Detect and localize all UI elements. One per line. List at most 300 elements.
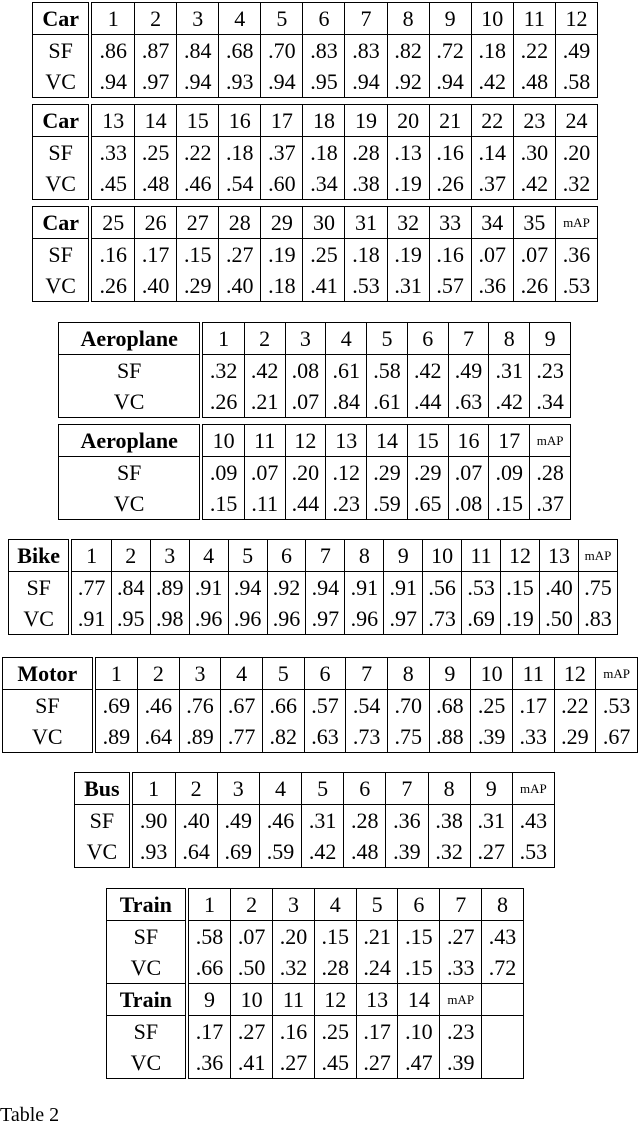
table-cell: .40 [135, 270, 177, 302]
table-cell: .31 [489, 355, 530, 387]
table-cell: .57 [429, 270, 471, 302]
column-header: 15 [177, 105, 219, 137]
table-cell: .19 [387, 168, 429, 200]
table-cell: .31 [470, 805, 512, 837]
column-header: 9 [470, 773, 512, 805]
header-row [33, 105, 598, 137]
map-header: mAP [512, 773, 554, 805]
table-cell: .15 [177, 239, 219, 271]
table-cell: .28 [314, 952, 356, 984]
column-header: 1 [201, 323, 244, 355]
column-header: 2 [231, 889, 273, 921]
table-cell: .94 [228, 572, 267, 604]
table-cell: .42 [513, 168, 555, 200]
table-cell: .89 [94, 721, 138, 753]
table-cell: .66 [187, 952, 231, 984]
table-cell: .08 [448, 488, 489, 520]
table-cell: .48 [135, 168, 177, 200]
table-cell: .28 [530, 457, 571, 489]
table-cell [482, 1047, 524, 1079]
column-header: 13 [356, 984, 398, 1016]
table-cell: .67 [596, 721, 638, 753]
table-cell: .43 [482, 921, 524, 953]
table-row [3, 721, 638, 753]
table-row [9, 572, 618, 604]
column-header: 7 [440, 889, 482, 921]
header-row [33, 3, 598, 35]
table-cell: .69 [462, 603, 501, 635]
table-cell: .90 [131, 805, 175, 837]
table-cell: .41 [231, 1047, 273, 1079]
table-cell: .91 [384, 572, 423, 604]
table-cell: .46 [259, 805, 301, 837]
bike-table [8, 539, 618, 635]
table-cell: .39 [386, 836, 428, 868]
table-cell: .29 [177, 270, 219, 302]
column-header: 11 [244, 425, 285, 457]
table-cell: .32 [428, 836, 470, 868]
table-cell: .07 [285, 386, 326, 418]
table-cell: .29 [554, 721, 596, 753]
column-header: 3 [179, 658, 221, 690]
table-cell: .53 [462, 572, 501, 604]
table-cell [482, 1016, 524, 1048]
row-label: VC [45, 68, 76, 94]
column-header: 13 [326, 425, 367, 457]
column-header: 5 [261, 3, 303, 35]
table-cell: .32 [201, 355, 244, 387]
train-table-block [106, 888, 524, 1079]
table-cell: .18 [261, 270, 303, 302]
header-row [107, 889, 524, 921]
column-header: 14 [135, 105, 177, 137]
category-label: Bike [9, 540, 71, 572]
table-cell: .40 [219, 270, 261, 302]
column-header: 10 [201, 425, 244, 457]
table-cell: .15 [501, 572, 540, 604]
map-header: mAP [578, 540, 617, 572]
table-cell: .19 [501, 603, 540, 635]
table-cell: .96 [267, 603, 306, 635]
column-header: 11 [462, 540, 501, 572]
table-cell: .69 [217, 836, 259, 868]
row-label: SF [35, 692, 60, 718]
table-cell: .38 [345, 168, 387, 200]
table-row [107, 952, 524, 984]
table-cell: .24 [356, 952, 398, 984]
table-cell: .41 [303, 270, 345, 302]
table-cell: .59 [259, 836, 301, 868]
table-cell: .40 [539, 572, 578, 604]
table-cell: .83 [578, 603, 617, 635]
column-header: 6 [344, 773, 386, 805]
table-row [9, 603, 618, 635]
table-cell: .96 [189, 603, 228, 635]
car-table-block [32, 2, 598, 98]
table-cell: .45 [90, 168, 134, 200]
column-header: 20 [387, 105, 429, 137]
table-cell: .21 [244, 386, 285, 418]
column-header: 9 [530, 323, 571, 355]
column-header: 9 [187, 984, 231, 1016]
table-cell: .60 [261, 168, 303, 200]
table-cell: .25 [314, 1016, 356, 1048]
table-cell: .31 [302, 805, 344, 837]
motor-table [2, 657, 638, 753]
column-header: 27 [177, 207, 219, 239]
category-label: Train [107, 984, 187, 1016]
column-header: 1 [90, 3, 134, 35]
table-cell: .44 [285, 488, 326, 520]
column-header: 16 [219, 105, 261, 137]
table-cell: .91 [189, 572, 228, 604]
column-header: 13 [90, 105, 134, 137]
table-cell: .25 [471, 690, 513, 722]
column-header: 33 [429, 207, 471, 239]
column-header: 6 [303, 3, 345, 35]
table-cell: .58 [187, 921, 231, 953]
table-cell: .84 [111, 572, 150, 604]
table-cell: .61 [367, 386, 408, 418]
table-cell: .17 [356, 1016, 398, 1048]
map-header: mAP [530, 425, 571, 457]
column-header: 21 [429, 105, 471, 137]
table-cell: .68 [219, 35, 261, 67]
aeroplane-table-part-1 [58, 322, 571, 418]
table-cell: .39 [471, 721, 513, 753]
column-header: 3 [150, 540, 189, 572]
column-header: 30 [303, 207, 345, 239]
header-row [9, 540, 618, 572]
table-cell: .27 [356, 1047, 398, 1079]
car-table-part-2 [32, 104, 598, 200]
table-cell: .29 [407, 457, 448, 489]
table-cell: .14 [471, 137, 513, 169]
column-header: 6 [407, 323, 448, 355]
row-label: VC [113, 388, 145, 414]
table-cell: .16 [429, 137, 471, 169]
column-header: 11 [513, 3, 555, 35]
table-cell: .68 [429, 690, 471, 722]
column-header: 9 [384, 540, 423, 572]
table-cell: .44 [407, 386, 448, 418]
table-cell: .50 [231, 952, 273, 984]
table-cell: .94 [306, 572, 345, 604]
table-cell: .64 [175, 836, 217, 868]
map-header: mAP [555, 207, 597, 239]
table-cell: .93 [219, 66, 261, 98]
column-header: 12 [555, 3, 597, 35]
column-header: 1 [94, 658, 138, 690]
category-label: Train [107, 889, 187, 921]
column-header: 7 [306, 540, 345, 572]
column-header: 16 [448, 425, 489, 457]
table-row [107, 1016, 524, 1048]
column-header: 35 [513, 207, 555, 239]
table-cell: .63 [304, 721, 346, 753]
table-cell: .29 [367, 457, 408, 489]
table-cell: .94 [90, 66, 134, 98]
row-label: VC [130, 1049, 162, 1075]
column-header: 14 [367, 425, 408, 457]
table-cell: .97 [135, 66, 177, 98]
column-header: 12 [501, 540, 540, 572]
train-table [106, 888, 524, 1079]
table-cell: .48 [513, 66, 555, 98]
table-cell: .22 [177, 137, 219, 169]
column-header: 2 [244, 323, 285, 355]
table-cell: .77 [221, 721, 263, 753]
row-label: VC [130, 954, 162, 980]
table-cell: .22 [513, 35, 555, 67]
table-cell: .84 [177, 35, 219, 67]
table-row [33, 137, 598, 169]
table-cell: .92 [387, 66, 429, 98]
row-label: VC [113, 490, 145, 516]
table-cell: .18 [345, 239, 387, 271]
table-cell: .36 [187, 1047, 231, 1079]
column-header: 34 [471, 207, 513, 239]
table-row [59, 488, 571, 520]
table-cell: .26 [90, 270, 134, 302]
column-header: 14 [398, 984, 440, 1016]
column-header: 5 [356, 889, 398, 921]
column-header: 9 [429, 658, 471, 690]
column-header: 2 [135, 3, 177, 35]
table-cell: .47 [398, 1047, 440, 1079]
table-cell: .95 [111, 603, 150, 635]
column-header: 32 [387, 207, 429, 239]
table-cell: .45 [314, 1047, 356, 1079]
table-cell: .07 [244, 457, 285, 489]
column-header: 6 [398, 889, 440, 921]
table-cell: .87 [135, 35, 177, 67]
aeroplane-table-part-2 [58, 424, 571, 520]
car-table-part-1 [32, 2, 598, 98]
column-header: 7 [386, 773, 428, 805]
table-cell: .15 [201, 488, 244, 520]
column-header: 19 [345, 105, 387, 137]
table-cell: .97 [384, 603, 423, 635]
category-label: Aeroplane [59, 323, 202, 355]
row-label: VC [45, 272, 76, 298]
column-header: 3 [177, 3, 219, 35]
table-cell: .91 [345, 572, 384, 604]
table-cell: .66 [262, 690, 304, 722]
table-cell: .31 [387, 270, 429, 302]
row-label: SF [26, 574, 51, 600]
row-label: SF [48, 241, 73, 267]
table-cell: .89 [179, 721, 221, 753]
table-cell: .84 [326, 386, 367, 418]
bus-table [74, 772, 555, 868]
table-cell: .83 [345, 35, 387, 67]
table-cell: .43 [512, 805, 554, 837]
table-cell: .73 [346, 721, 388, 753]
table-cell: .56 [423, 572, 462, 604]
table-cell: .07 [231, 921, 273, 953]
column-header: 8 [345, 540, 384, 572]
table-cell: .42 [471, 66, 513, 98]
category-label: Aeroplane [59, 425, 202, 457]
column-header: 10 [471, 658, 513, 690]
table-cell: .07 [448, 457, 489, 489]
table-cell: .65 [407, 488, 448, 520]
table-cell: .10 [398, 1016, 440, 1048]
column-header: 1 [131, 773, 175, 805]
column-header: 8 [387, 3, 429, 35]
column-header: 12 [554, 658, 596, 690]
table-cell: .27 [470, 836, 512, 868]
table-cell: .08 [285, 355, 326, 387]
column-header: 23 [513, 105, 555, 137]
column-header: 11 [512, 658, 554, 690]
table-cell: .94 [429, 66, 471, 98]
column-header: 18 [303, 105, 345, 137]
table-cell: .15 [489, 488, 530, 520]
category-label: Bus [75, 773, 131, 805]
table-cell: .42 [489, 386, 530, 418]
table-cell: .22 [554, 690, 596, 722]
table-cell: .37 [530, 488, 571, 520]
table-cell: .16 [90, 239, 134, 271]
table-cell: .64 [138, 721, 180, 753]
table-cell: .09 [201, 457, 244, 489]
column-header: 7 [345, 3, 387, 35]
table-row [33, 270, 598, 302]
header-row [59, 425, 571, 457]
table-row [59, 355, 571, 387]
table-cell: .36 [386, 805, 428, 837]
table-cell: .33 [512, 721, 554, 753]
column-header: 8 [428, 773, 470, 805]
table-cell: .19 [387, 239, 429, 271]
table-cell: .49 [217, 805, 259, 837]
header-row [59, 323, 571, 355]
header-row [33, 207, 598, 239]
table-cell: .83 [303, 35, 345, 67]
table-cell: .95 [303, 66, 345, 98]
table-cell: .50 [539, 603, 578, 635]
table-cell: .19 [261, 239, 303, 271]
table-cell: .15 [398, 921, 440, 953]
table-cell: .07 [513, 239, 555, 271]
table-cell: .16 [429, 239, 471, 271]
table-cell: .76 [179, 690, 221, 722]
column-header: 13 [539, 540, 578, 572]
table-cell: .75 [578, 572, 617, 604]
table-cell: .28 [345, 137, 387, 169]
column-header: 22 [471, 105, 513, 137]
table-cell: .26 [201, 386, 244, 418]
row-label: SF [89, 807, 115, 833]
table-cell: .54 [219, 168, 261, 200]
table-row [33, 239, 598, 271]
column-header: 15 [407, 425, 448, 457]
table-cell: .26 [429, 168, 471, 200]
table-cell: .13 [387, 137, 429, 169]
column-header: 1 [70, 540, 111, 572]
column-header: 26 [135, 207, 177, 239]
table-cell: .39 [440, 1047, 482, 1079]
table-cell: .67 [221, 690, 263, 722]
car-table-block-3 [32, 206, 598, 302]
table-row [75, 836, 555, 868]
column-header: 2 [111, 540, 150, 572]
table-cell: .72 [429, 35, 471, 67]
table-cell: .75 [387, 721, 429, 753]
column-header: 28 [219, 207, 261, 239]
row-label: SF [48, 139, 73, 165]
column-header: 3 [273, 889, 315, 921]
table-row [3, 690, 638, 722]
table-cell: .20 [285, 457, 326, 489]
row-label: SF [133, 1018, 159, 1044]
column-header: 10 [231, 984, 273, 1016]
table-cell: .27 [231, 1016, 273, 1048]
column-header: 5 [228, 540, 267, 572]
header-row [75, 773, 555, 805]
table-cell: .37 [471, 168, 513, 200]
column-header: 8 [387, 658, 429, 690]
row-label: VC [45, 170, 76, 196]
column-header: 4 [314, 889, 356, 921]
row-label: VC [86, 838, 118, 864]
table-cell: .49 [555, 35, 597, 67]
column-header: 25 [90, 207, 134, 239]
table-cell: .20 [273, 921, 315, 953]
table-cell: .59 [367, 488, 408, 520]
table-cell: .27 [273, 1047, 315, 1079]
column-header: 29 [261, 207, 303, 239]
table-cell: .15 [314, 921, 356, 953]
aeroplane-table-block [58, 322, 571, 418]
table-cell: .97 [306, 603, 345, 635]
table-cell: .48 [344, 836, 386, 868]
table-cell: .70 [387, 690, 429, 722]
column-header: 5 [367, 323, 408, 355]
column-header: 7 [448, 323, 489, 355]
column-header: 6 [304, 658, 346, 690]
table-cell: .82 [387, 35, 429, 67]
table-cell: .57 [304, 690, 346, 722]
column-header: 6 [267, 540, 306, 572]
table-cell: .92 [267, 572, 306, 604]
header-row [3, 658, 638, 690]
column-header: 4 [326, 323, 367, 355]
table-cell: .38 [428, 805, 470, 837]
table-row [107, 921, 524, 953]
column-header: 10 [423, 540, 462, 572]
row-label: SF [116, 459, 142, 485]
column-header: 10 [471, 3, 513, 35]
car-table-block-2 [32, 104, 598, 200]
column-header: 31 [345, 207, 387, 239]
table-cell: .12 [326, 457, 367, 489]
table-cell: .23 [530, 355, 571, 387]
category-label: Car [33, 3, 91, 35]
row-label: SF [133, 923, 159, 949]
column-header: 4 [219, 3, 261, 35]
table-cell: .27 [219, 239, 261, 271]
table-cell: .25 [135, 137, 177, 169]
column-header: 4 [221, 658, 263, 690]
column-header: 8 [482, 889, 524, 921]
table-cell: .89 [150, 572, 189, 604]
table-cell: .18 [219, 137, 261, 169]
table-cell: .32 [273, 952, 315, 984]
row-label: SF [48, 37, 73, 63]
